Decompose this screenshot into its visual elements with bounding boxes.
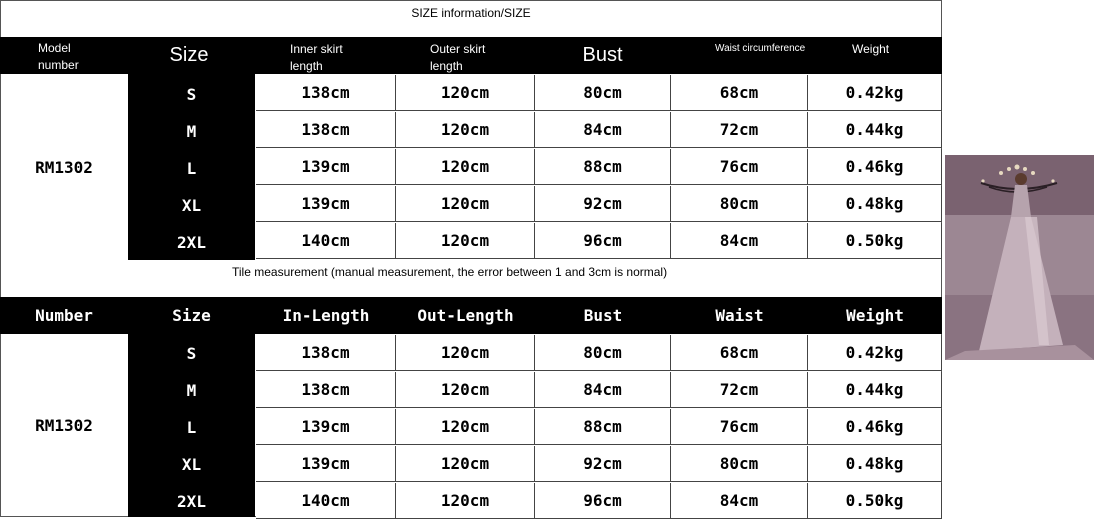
size-label: XL <box>181 455 202 474</box>
table2-body <box>0 334 942 517</box>
outer-length-cell: 120cm <box>396 409 535 445</box>
inner-length-cell: 140cm <box>256 483 396 519</box>
header-number: Number <box>35 306 93 325</box>
header-weight: Weight <box>852 42 890 56</box>
bust-cell: 92cm <box>535 186 671 222</box>
inner-length-cell: 139cm <box>256 186 396 222</box>
header-size: Size <box>172 306 211 325</box>
header-weight: Weight <box>846 306 904 325</box>
table-row <box>255 149 942 186</box>
size-label: M <box>186 381 197 400</box>
header-waist-circumference: Waist circumference <box>715 43 806 54</box>
header-waist: Waist <box>715 306 764 325</box>
size-label: M <box>186 122 197 141</box>
weight-cell: 0.42kg <box>808 335 942 371</box>
inner-length-cell: 139cm <box>256 149 396 185</box>
weight-cell: 0.42kg <box>808 75 942 111</box>
size-label: 2XL <box>177 492 206 511</box>
header-size: Size <box>169 44 209 66</box>
table2-grid <box>255 334 942 517</box>
outer-length-cell: 120cm <box>396 446 535 482</box>
table-row <box>255 112 942 149</box>
table-row <box>255 223 942 260</box>
header-inner-skirt-length: Inner skirt length <box>290 42 343 73</box>
weight-cell: 0.46kg <box>808 409 942 445</box>
waist-cell: 72cm <box>671 112 808 148</box>
size-label: 2XL <box>177 233 206 252</box>
inner-length-cell: 139cm <box>256 446 396 482</box>
weight-cell: 0.44kg <box>808 112 942 148</box>
waist-cell: 84cm <box>671 483 808 519</box>
outer-length-cell: 120cm <box>396 75 535 111</box>
table1-grid <box>255 74 942 260</box>
bust-cell: 92cm <box>535 446 671 482</box>
size-label: L <box>186 159 197 178</box>
weight-cell: 0.48kg <box>808 186 942 222</box>
inner-length-cell: 138cm <box>256 335 396 371</box>
table1-header <box>0 37 942 74</box>
weight-cell: 0.50kg <box>808 483 942 519</box>
outer-length-cell: 120cm <box>396 149 535 185</box>
bust-cell: 84cm <box>535 372 671 408</box>
outer-length-cell: 120cm <box>396 186 535 222</box>
measurement-note-text: Tile measurement (manual measurement, the error between 1 and 3cm is normal) <box>232 265 668 279</box>
weight-cell: 0.48kg <box>808 446 942 482</box>
table2-header <box>0 297 942 334</box>
outer-length-cell: 120cm <box>396 335 535 371</box>
inner-length-cell: 138cm <box>256 372 396 408</box>
bust-cell: 88cm <box>535 409 671 445</box>
waist-cell: 76cm <box>671 409 808 445</box>
waist-cell: 76cm <box>671 149 808 185</box>
header-out-length: Out-Length <box>417 306 514 325</box>
header-in-length: In-Length <box>282 306 370 325</box>
outer-length-cell: 120cm <box>396 483 535 519</box>
bust-cell: 96cm <box>535 223 671 259</box>
measurement-note <box>0 260 942 297</box>
size-label: S <box>186 85 197 104</box>
page-title: SIZE information/SIZE <box>411 6 531 20</box>
inner-length-cell: 140cm <box>256 223 396 259</box>
table-row <box>255 483 942 520</box>
waist-cell: 84cm <box>671 223 808 259</box>
table1-body <box>0 74 942 260</box>
outer-length-cell: 120cm <box>396 223 535 259</box>
size-label: XL <box>181 196 202 215</box>
weight-cell: 0.44kg <box>808 372 942 408</box>
model-number-cell: RM1302 <box>35 157 93 177</box>
weight-cell: 0.46kg <box>808 149 942 185</box>
dress-model-illustration <box>945 155 1094 360</box>
bust-cell: 80cm <box>535 75 671 111</box>
size-label: S <box>186 344 197 363</box>
waist-cell: 68cm <box>671 75 808 111</box>
size-column <box>128 74 255 260</box>
size-label: L <box>186 418 197 437</box>
inner-length-cell: 139cm <box>256 409 396 445</box>
bust-cell: 96cm <box>535 483 671 519</box>
waist-cell: 68cm <box>671 335 808 371</box>
waist-cell: 80cm <box>671 446 808 482</box>
model-number-cell: RM1302 <box>35 416 93 435</box>
table-row <box>255 372 942 409</box>
outer-length-cell: 120cm <box>396 372 535 408</box>
waist-cell: 80cm <box>671 186 808 222</box>
table-row <box>255 335 942 372</box>
bust-cell: 88cm <box>535 149 671 185</box>
size-column <box>128 334 255 517</box>
product-photo <box>945 155 1094 360</box>
header-outer-skirt-length: Outer skirt length <box>430 42 486 73</box>
bust-cell: 84cm <box>535 112 671 148</box>
header-bust: Bust <box>582 44 623 66</box>
table-row <box>255 186 942 223</box>
table-row <box>255 75 942 112</box>
bust-cell: 80cm <box>535 335 671 371</box>
inner-length-cell: 138cm <box>256 75 396 111</box>
table-row <box>255 446 942 483</box>
inner-length-cell: 138cm <box>256 112 396 148</box>
header-bust: Bust <box>583 306 623 325</box>
table-row <box>255 409 942 446</box>
outer-length-cell: 120cm <box>396 112 535 148</box>
waist-cell: 72cm <box>671 372 808 408</box>
weight-cell: 0.50kg <box>808 223 942 259</box>
header-model-number: Model number <box>38 41 79 72</box>
